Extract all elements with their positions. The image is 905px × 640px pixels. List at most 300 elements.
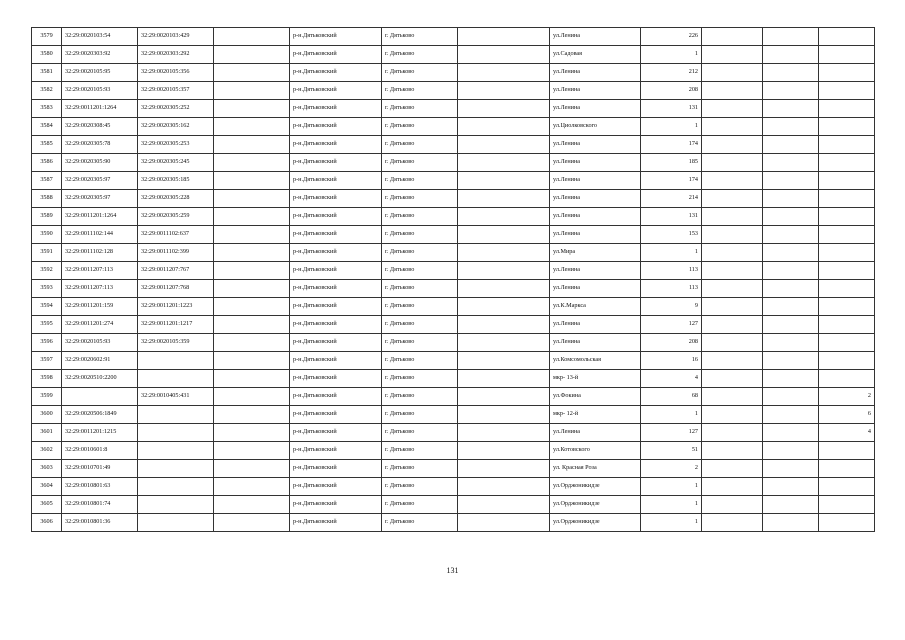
- empty-cell: [458, 172, 550, 190]
- empty-cell: [214, 424, 290, 442]
- table-row: [32, 280, 875, 298]
- empty-cell: [214, 46, 290, 64]
- cadastral-building-cell: 32:29:0011102:399: [138, 244, 214, 262]
- extra-cell: [702, 496, 763, 514]
- extra-cell: [763, 316, 819, 334]
- city-cell: г. Дятьково: [382, 316, 458, 334]
- extra-cell: [763, 82, 819, 100]
- city-cell: г. Дятьково: [382, 208, 458, 226]
- district-cell: р-н.Дятьковский: [290, 406, 382, 424]
- empty-cell: [214, 262, 290, 280]
- house-number-cell: 1: [641, 46, 702, 64]
- district-cell: р-н.Дятьковский: [290, 190, 382, 208]
- house-number-cell: 4: [641, 370, 702, 388]
- district-cell: р-н.Дятьковский: [290, 514, 382, 532]
- street-cell: ул.Ленина: [550, 190, 641, 208]
- row-index-cell: 3600: [32, 406, 62, 424]
- table-row: [32, 334, 875, 352]
- table-row: [32, 154, 875, 172]
- count-cell: [819, 262, 875, 280]
- empty-cell: [214, 226, 290, 244]
- cadastral-parcel-cell: 32:29:0010601:8: [62, 442, 138, 460]
- cadastral-building-cell: 32:29:0020305:228: [138, 190, 214, 208]
- cadastral-parcel-cell: 32:29:0020510:2200: [62, 370, 138, 388]
- registry-table: [31, 27, 875, 532]
- street-cell: ул.Ленина: [550, 226, 641, 244]
- street-cell: ул.Ленина: [550, 334, 641, 352]
- extra-cell: [763, 496, 819, 514]
- row-index-cell: 3589: [32, 208, 62, 226]
- extra-cell: [763, 244, 819, 262]
- cadastral-building-cell: [138, 514, 214, 532]
- count-cell: [819, 154, 875, 172]
- district-cell: р-н.Дятьковский: [290, 316, 382, 334]
- cadastral-parcel-cell: 32:29:0020305:97: [62, 172, 138, 190]
- cadastral-parcel-cell: 32:29:0010801:63: [62, 478, 138, 496]
- city-cell: г. Дятьково: [382, 334, 458, 352]
- district-cell: р-н.Дятьковский: [290, 334, 382, 352]
- house-number-cell: 226: [641, 28, 702, 46]
- city-cell: г. Дятьково: [382, 280, 458, 298]
- empty-cell: [214, 82, 290, 100]
- row-index-cell: 3582: [32, 82, 62, 100]
- city-cell: г. Дятьково: [382, 172, 458, 190]
- cadastral-building-cell: 32:29:0020105:357: [138, 82, 214, 100]
- count-cell: [819, 46, 875, 64]
- row-index-cell: 3586: [32, 154, 62, 172]
- cadastral-building-cell: 32:29:0010405:431: [138, 388, 214, 406]
- cadastral-building-cell: [138, 478, 214, 496]
- empty-cell: [458, 352, 550, 370]
- district-cell: р-н.Дятьковский: [290, 298, 382, 316]
- cadastral-parcel-cell: 32:29:0020105:93: [62, 334, 138, 352]
- count-cell: [819, 298, 875, 316]
- house-number-cell: 51: [641, 442, 702, 460]
- cadastral-parcel-cell: 32:29:0011201:159: [62, 298, 138, 316]
- empty-cell: [214, 100, 290, 118]
- empty-cell: [214, 316, 290, 334]
- extra-cell: [763, 172, 819, 190]
- district-cell: р-н.Дятьковский: [290, 496, 382, 514]
- house-number-cell: 208: [641, 334, 702, 352]
- cadastral-building-cell: [138, 352, 214, 370]
- table-row: [32, 388, 875, 406]
- cadastral-building-cell: 32:29:0020305:259: [138, 208, 214, 226]
- empty-cell: [458, 118, 550, 136]
- city-cell: г. Дятьково: [382, 262, 458, 280]
- house-number-cell: 16: [641, 352, 702, 370]
- count-cell: [819, 280, 875, 298]
- city-cell: г. Дятьково: [382, 46, 458, 64]
- count-cell: [819, 442, 875, 460]
- street-cell: ул.Котовского: [550, 442, 641, 460]
- table-row: [32, 244, 875, 262]
- extra-cell: [702, 352, 763, 370]
- empty-cell: [458, 370, 550, 388]
- cadastral-parcel-cell: 32:29:0020506:1849: [62, 406, 138, 424]
- city-cell: г. Дятьково: [382, 370, 458, 388]
- extra-cell: [763, 190, 819, 208]
- count-cell: [819, 334, 875, 352]
- extra-cell: [702, 100, 763, 118]
- street-cell: ул.Мира: [550, 244, 641, 262]
- extra-cell: [763, 46, 819, 64]
- cadastral-building-cell: 32:29:0020103:429: [138, 28, 214, 46]
- table-row: [32, 262, 875, 280]
- house-number-cell: 2: [641, 460, 702, 478]
- extra-cell: [763, 208, 819, 226]
- cadastral-parcel-cell: 32:29:0020105:95: [62, 64, 138, 82]
- row-index-cell: 3606: [32, 514, 62, 532]
- house-number-cell: 208: [641, 82, 702, 100]
- house-number-cell: 212: [641, 64, 702, 82]
- extra-cell: [763, 514, 819, 532]
- cadastral-building-cell: [138, 424, 214, 442]
- table-row: [32, 424, 875, 442]
- table-row: [32, 226, 875, 244]
- street-cell: ул.Комсомольская: [550, 352, 641, 370]
- empty-cell: [458, 82, 550, 100]
- street-cell: ул.Ленина: [550, 82, 641, 100]
- table-row: [32, 496, 875, 514]
- extra-cell: [763, 154, 819, 172]
- extra-cell: [702, 262, 763, 280]
- cadastral-parcel-cell: 32:29:0010801:36: [62, 514, 138, 532]
- table-row: [32, 478, 875, 496]
- district-cell: р-н.Дятьковский: [290, 280, 382, 298]
- district-cell: р-н.Дятьковский: [290, 226, 382, 244]
- table-row: [32, 406, 875, 424]
- cadastral-parcel-cell: 32:29:0020602:91: [62, 352, 138, 370]
- count-cell: 6: [819, 406, 875, 424]
- table-row: [32, 172, 875, 190]
- count-cell: [819, 370, 875, 388]
- house-number-cell: 1: [641, 244, 702, 262]
- cadastral-parcel-cell: 32:29:0020305:90: [62, 154, 138, 172]
- empty-cell: [214, 460, 290, 478]
- cadastral-parcel-cell: 32:29:0011207:113: [62, 262, 138, 280]
- street-cell: ул. Красная Роза: [550, 460, 641, 478]
- city-cell: г. Дятьково: [382, 136, 458, 154]
- district-cell: р-н.Дятьковский: [290, 82, 382, 100]
- row-index-cell: 3599: [32, 388, 62, 406]
- row-index-cell: 3584: [32, 118, 62, 136]
- table-row: [32, 298, 875, 316]
- count-cell: [819, 136, 875, 154]
- empty-cell: [458, 226, 550, 244]
- district-cell: р-н.Дятьковский: [290, 442, 382, 460]
- cadastral-building-cell: 32:29:0020305:253: [138, 136, 214, 154]
- cadastral-parcel-cell: 32:29:0020105:93: [62, 82, 138, 100]
- empty-cell: [458, 28, 550, 46]
- empty-cell: [458, 514, 550, 532]
- empty-cell: [458, 64, 550, 82]
- empty-cell: [458, 316, 550, 334]
- street-cell: ул.Орджоникидзе: [550, 496, 641, 514]
- empty-cell: [458, 136, 550, 154]
- page-number: 131: [446, 566, 459, 575]
- extra-cell: [763, 226, 819, 244]
- empty-cell: [458, 208, 550, 226]
- empty-cell: [458, 460, 550, 478]
- city-cell: г. Дятьково: [382, 424, 458, 442]
- table-row: [32, 514, 875, 532]
- district-cell: р-н.Дятьковский: [290, 208, 382, 226]
- extra-cell: [702, 316, 763, 334]
- empty-cell: [214, 136, 290, 154]
- table-row: [32, 64, 875, 82]
- empty-cell: [458, 334, 550, 352]
- extra-cell: [763, 280, 819, 298]
- extra-cell: [702, 478, 763, 496]
- row-index-cell: 3580: [32, 46, 62, 64]
- empty-cell: [214, 64, 290, 82]
- cadastral-parcel-cell: 32:29:0020303:92: [62, 46, 138, 64]
- city-cell: г. Дятьково: [382, 478, 458, 496]
- house-number-cell: 1: [641, 478, 702, 496]
- house-number-cell: 68: [641, 388, 702, 406]
- row-index-cell: 3590: [32, 226, 62, 244]
- extra-cell: [702, 424, 763, 442]
- extra-cell: [763, 406, 819, 424]
- house-number-cell: 185: [641, 154, 702, 172]
- empty-cell: [214, 28, 290, 46]
- cadastral-parcel-cell: [62, 388, 138, 406]
- count-cell: [819, 118, 875, 136]
- street-cell: ул.Ленина: [550, 316, 641, 334]
- city-cell: г. Дятьково: [382, 64, 458, 82]
- row-index-cell: 3583: [32, 100, 62, 118]
- house-number-cell: 1: [641, 514, 702, 532]
- house-number-cell: 131: [641, 100, 702, 118]
- cadastral-building-cell: 32:29:0020305:162: [138, 118, 214, 136]
- empty-cell: [458, 100, 550, 118]
- city-cell: г. Дятьково: [382, 190, 458, 208]
- cadastral-building-cell: 32:29:0011201:1217: [138, 316, 214, 334]
- table-row: [32, 100, 875, 118]
- table-row: [32, 370, 875, 388]
- city-cell: г. Дятьково: [382, 442, 458, 460]
- district-cell: р-н.Дятьковский: [290, 136, 382, 154]
- extra-cell: [763, 298, 819, 316]
- extra-cell: [702, 82, 763, 100]
- table-row: [32, 316, 875, 334]
- empty-cell: [214, 406, 290, 424]
- street-cell: ул.Садовая: [550, 46, 641, 64]
- cadastral-building-cell: 32:29:0011102:637: [138, 226, 214, 244]
- street-cell: ул.Ленина: [550, 262, 641, 280]
- row-index-cell: 3585: [32, 136, 62, 154]
- extra-cell: [763, 388, 819, 406]
- district-cell: р-н.Дятьковский: [290, 460, 382, 478]
- empty-cell: [214, 442, 290, 460]
- district-cell: р-н.Дятьковский: [290, 46, 382, 64]
- empty-cell: [214, 514, 290, 532]
- empty-cell: [214, 244, 290, 262]
- empty-cell: [458, 244, 550, 262]
- city-cell: г. Дятьково: [382, 118, 458, 136]
- empty-cell: [214, 388, 290, 406]
- extra-cell: [702, 388, 763, 406]
- street-cell: мкр- 13-й: [550, 370, 641, 388]
- street-cell: ул.Ленина: [550, 64, 641, 82]
- row-index-cell: 3579: [32, 28, 62, 46]
- extra-cell: [702, 514, 763, 532]
- street-cell: ул.Ленина: [550, 208, 641, 226]
- cadastral-building-cell: [138, 370, 214, 388]
- extra-cell: [763, 370, 819, 388]
- extra-cell: [763, 100, 819, 118]
- district-cell: р-н.Дятьковский: [290, 154, 382, 172]
- empty-cell: [214, 172, 290, 190]
- row-index-cell: 3592: [32, 262, 62, 280]
- extra-cell: [763, 136, 819, 154]
- cadastral-parcel-cell: 32:29:0011201:1215: [62, 424, 138, 442]
- extra-cell: [702, 460, 763, 478]
- cadastral-building-cell: 32:29:0020305:252: [138, 100, 214, 118]
- table-row: [32, 460, 875, 478]
- extra-cell: [763, 118, 819, 136]
- house-number-cell: 113: [641, 262, 702, 280]
- house-number-cell: 174: [641, 172, 702, 190]
- row-index-cell: 3591: [32, 244, 62, 262]
- extra-cell: [763, 442, 819, 460]
- extra-cell: [702, 208, 763, 226]
- cadastral-building-cell: [138, 460, 214, 478]
- count-cell: [819, 82, 875, 100]
- extra-cell: [763, 424, 819, 442]
- district-cell: р-н.Дятьковский: [290, 424, 382, 442]
- house-number-cell: 127: [641, 424, 702, 442]
- street-cell: ул.К.Маркса: [550, 298, 641, 316]
- empty-cell: [214, 370, 290, 388]
- row-index-cell: 3594: [32, 298, 62, 316]
- empty-cell: [214, 334, 290, 352]
- count-cell: [819, 352, 875, 370]
- count-cell: [819, 316, 875, 334]
- cadastral-parcel-cell: 32:29:0011102:128: [62, 244, 138, 262]
- city-cell: г. Дятьково: [382, 82, 458, 100]
- extra-cell: [763, 28, 819, 46]
- empty-cell: [458, 478, 550, 496]
- empty-cell: [458, 298, 550, 316]
- empty-cell: [214, 280, 290, 298]
- empty-cell: [214, 208, 290, 226]
- empty-cell: [458, 406, 550, 424]
- district-cell: р-н.Дятьковский: [290, 172, 382, 190]
- extra-cell: [702, 46, 763, 64]
- count-cell: [819, 208, 875, 226]
- cadastral-parcel-cell: 32:29:0020308:45: [62, 118, 138, 136]
- house-number-cell: 214: [641, 190, 702, 208]
- house-number-cell: 1: [641, 118, 702, 136]
- city-cell: г. Дятьково: [382, 154, 458, 172]
- row-index-cell: 3593: [32, 280, 62, 298]
- extra-cell: [702, 28, 763, 46]
- extra-cell: [702, 64, 763, 82]
- district-cell: р-н.Дятьковский: [290, 478, 382, 496]
- district-cell: р-н.Дятьковский: [290, 64, 382, 82]
- row-index-cell: 3597: [32, 352, 62, 370]
- cadastral-building-cell: 32:29:0011207:768: [138, 280, 214, 298]
- count-cell: [819, 478, 875, 496]
- extra-cell: [702, 280, 763, 298]
- row-index-cell: 3596: [32, 334, 62, 352]
- empty-cell: [458, 496, 550, 514]
- count-cell: [819, 226, 875, 244]
- row-index-cell: 3605: [32, 496, 62, 514]
- cadastral-building-cell: 32:29:0020105:356: [138, 64, 214, 82]
- house-number-cell: 1: [641, 406, 702, 424]
- cadastral-parcel-cell: 32:29:0011201:1264: [62, 208, 138, 226]
- table-row: [32, 352, 875, 370]
- empty-cell: [458, 388, 550, 406]
- house-number-cell: 1: [641, 496, 702, 514]
- street-cell: ул.Ленина: [550, 172, 641, 190]
- row-index-cell: 3602: [32, 442, 62, 460]
- count-cell: [819, 28, 875, 46]
- table-row: [32, 28, 875, 46]
- house-number-cell: 113: [641, 280, 702, 298]
- city-cell: г. Дятьково: [382, 226, 458, 244]
- cadastral-parcel-cell: 32:29:0011201:274: [62, 316, 138, 334]
- empty-cell: [214, 496, 290, 514]
- cadastral-building-cell: 32:29:0020305:185: [138, 172, 214, 190]
- street-cell: ул.Ленина: [550, 100, 641, 118]
- district-cell: р-н.Дятьковский: [290, 352, 382, 370]
- street-cell: ул.Ленина: [550, 136, 641, 154]
- row-index-cell: 3604: [32, 478, 62, 496]
- street-cell: ул.Орджоникидзе: [550, 514, 641, 532]
- count-cell: [819, 496, 875, 514]
- district-cell: р-н.Дятьковский: [290, 370, 382, 388]
- extra-cell: [702, 190, 763, 208]
- table-row: [32, 190, 875, 208]
- count-cell: [819, 460, 875, 478]
- empty-cell: [458, 424, 550, 442]
- district-cell: р-н.Дятьковский: [290, 28, 382, 46]
- street-cell: мкр- 12-й: [550, 406, 641, 424]
- cadastral-parcel-cell: 32:29:0011207:113: [62, 280, 138, 298]
- empty-cell: [214, 298, 290, 316]
- count-cell: [819, 172, 875, 190]
- extra-cell: [702, 118, 763, 136]
- row-index-cell: 3588: [32, 190, 62, 208]
- table-row: [32, 46, 875, 64]
- cadastral-parcel-cell: 32:29:0010801:74: [62, 496, 138, 514]
- house-number-cell: 174: [641, 136, 702, 154]
- city-cell: г. Дятьково: [382, 460, 458, 478]
- empty-cell: [214, 478, 290, 496]
- row-index-cell: 3603: [32, 460, 62, 478]
- table-row: [32, 136, 875, 154]
- house-number-cell: 9: [641, 298, 702, 316]
- empty-cell: [214, 154, 290, 172]
- district-cell: р-н.Дятьковский: [290, 388, 382, 406]
- cadastral-parcel-cell: 32:29:0020305:97: [62, 190, 138, 208]
- empty-cell: [214, 190, 290, 208]
- empty-cell: [214, 118, 290, 136]
- street-cell: ул.Фокина: [550, 388, 641, 406]
- city-cell: г. Дятьково: [382, 298, 458, 316]
- city-cell: г. Дятьково: [382, 244, 458, 262]
- count-cell: [819, 100, 875, 118]
- street-cell: ул.Циолковского: [550, 118, 641, 136]
- cadastral-parcel-cell: 32:29:0011201:1264: [62, 100, 138, 118]
- count-cell: [819, 514, 875, 532]
- extra-cell: [763, 334, 819, 352]
- cadastral-building-cell: 32:29:0020105:359: [138, 334, 214, 352]
